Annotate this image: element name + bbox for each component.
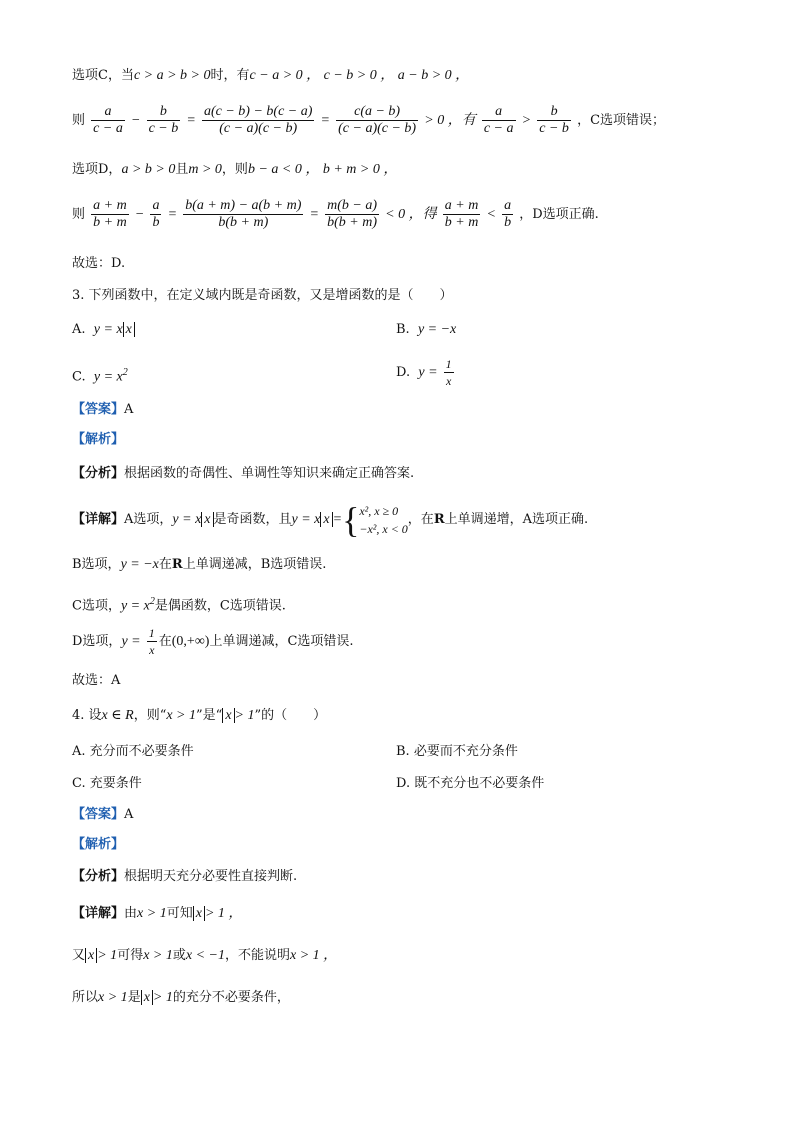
numerator: a + m: [93, 198, 127, 213]
text: B选项，: [72, 557, 121, 572]
math: c > a > b > 0: [133, 68, 211, 83]
analysis-tag: 【解析】: [72, 837, 125, 852]
numerator: a + m: [444, 198, 479, 213]
denominator: c − a: [93, 121, 123, 136]
fraction: [443, 198, 481, 231]
math: x > 1: [143, 948, 173, 963]
numerator: a: [504, 198, 512, 213]
text-line: [72, 946, 337, 966]
answer-value: A: [124, 807, 134, 822]
text: 在: [158, 634, 172, 649]
numerator: a(c − b) − b(c − a): [203, 104, 313, 119]
math-interval: (0,+∞): [171, 634, 210, 649]
option-b: B. 必要而不充分条件: [396, 744, 518, 759]
math: =: [167, 207, 178, 222]
detail-label: 【详解】: [72, 512, 125, 527]
answer-4: [72, 805, 133, 825]
question-3-stem: 3. 下列函数中，在定义域内既是奇函数，又是增函数的是（ ）: [72, 288, 453, 303]
conclusion: 故选：A: [72, 673, 121, 688]
text: 上单调递减，B选项错误.: [182, 557, 327, 572]
text-line: [72, 198, 599, 231]
text: 或: [172, 948, 186, 963]
math: > 1 ，: [204, 906, 243, 921]
detail-label: 【详解】: [72, 906, 125, 921]
math-set: R: [171, 557, 183, 572]
math: y =: [418, 365, 438, 380]
fraction: [91, 198, 129, 231]
text: ，则: [221, 162, 248, 177]
math: y =: [121, 634, 141, 649]
text: 则: [72, 207, 86, 222]
numerator: b(a + m) − a(b + m): [185, 198, 302, 213]
text: ，在: [407, 512, 434, 527]
denominator: b: [152, 215, 160, 230]
math-abs: x: [123, 322, 135, 337]
numerator: 1: [148, 626, 155, 640]
fraction: [147, 104, 181, 137]
math: a > b > 0: [121, 162, 176, 177]
math: =: [320, 113, 330, 128]
analysis-label: 【分析】: [72, 869, 125, 884]
text: 在: [158, 557, 172, 572]
text: A选项，: [124, 512, 173, 527]
numerator: 1: [445, 357, 452, 371]
math: m > 0: [188, 162, 222, 177]
math: =: [309, 207, 319, 222]
text-line: [72, 66, 469, 86]
fraction: [183, 198, 303, 231]
denominator: b: [504, 215, 512, 230]
fraction: [537, 104, 571, 137]
option-label: B.: [396, 322, 410, 337]
numerator: c(a − b): [336, 104, 418, 121]
math: >: [521, 113, 532, 128]
text: 又: [72, 948, 86, 963]
math: x > 1 ，: [290, 948, 338, 963]
text: 是: [127, 990, 141, 1005]
fraction: [325, 198, 379, 231]
text: ”是“: [196, 708, 223, 723]
option-d: D. 既不充分也不必要条件: [396, 776, 545, 791]
denominator: b + m: [444, 215, 479, 230]
denominator: b(b + m): [327, 215, 378, 230]
analysis-label: 【分析】: [72, 466, 125, 481]
answer-3: [72, 400, 133, 420]
analysis-3: [72, 464, 414, 484]
math-set: R: [433, 512, 445, 527]
fraction: [202, 104, 314, 137]
text: 且: [175, 162, 189, 177]
text: 根据明天充分必要性直接判断.: [124, 869, 298, 884]
denominator: x: [149, 643, 155, 657]
math: =: [186, 113, 196, 128]
denominator: c − b: [539, 121, 569, 136]
detail-b: [72, 555, 326, 575]
option-d: [396, 356, 456, 389]
denominator: (c − a)(c − b): [219, 121, 298, 136]
text-line: [72, 160, 397, 180]
piecewise: [359, 502, 407, 538]
math: y = x: [93, 322, 123, 337]
math-abs: x: [222, 708, 234, 723]
math: =: [332, 512, 343, 527]
math: y = x: [291, 512, 321, 527]
math: > 1: [234, 708, 255, 723]
math: −: [134, 207, 145, 222]
text: C选项，: [72, 598, 121, 614]
superscript: 2: [122, 367, 128, 378]
math: c − a > 0 ， c − b > 0 ， a − b > 0 ，: [249, 68, 470, 83]
question-4-stem: [72, 706, 326, 726]
math: <: [486, 207, 496, 222]
fraction: [147, 625, 157, 658]
math: < 0 ，得: [385, 207, 437, 222]
text: 是偶函数，C选项错误.: [154, 598, 286, 614]
math: x > 1: [137, 906, 167, 921]
text: 上单调递增，A选项正确.: [444, 512, 589, 527]
case-2: −x², x < 0: [359, 521, 408, 536]
numerator: b: [147, 104, 181, 121]
text: 选项D，: [72, 162, 122, 177]
math: b − a < 0 ， b + m > 0 ，: [247, 162, 398, 177]
math-abs: x: [193, 906, 205, 921]
option-b: [396, 320, 456, 340]
fraction: [336, 104, 418, 137]
analysis-tag: 【解析】: [72, 432, 125, 447]
detail-d: [72, 624, 354, 660]
math: y = x: [93, 369, 123, 385]
text: 时，有: [210, 68, 250, 83]
text: ，则“: [133, 708, 167, 723]
denominator: (c − a)(c − b): [338, 121, 417, 136]
text: 是奇函数，且: [213, 512, 292, 527]
math-abs: x: [320, 512, 332, 527]
text: 则: [72, 113, 86, 128]
text: 所以: [72, 990, 99, 1005]
math: > 1: [97, 948, 118, 963]
text: 根据函数的奇偶性、单调性等知识来确定正确答案.: [124, 466, 415, 481]
text: D选项，: [72, 634, 122, 649]
text: 4. 设: [72, 708, 102, 723]
denominator: c − a: [483, 121, 514, 136]
option-a: [72, 320, 135, 340]
numerator: a: [482, 104, 516, 121]
text: 上单调递减，C选项错误.: [209, 634, 354, 649]
fraction: [91, 104, 125, 137]
math: y = x: [120, 598, 150, 614]
option-label: A.: [72, 322, 86, 337]
math: x < −1: [185, 948, 225, 963]
fraction: [444, 356, 454, 389]
math: > 0 ，有: [424, 113, 476, 128]
denominator: b + m: [93, 215, 127, 230]
numerator: m(b − a): [327, 198, 378, 213]
text: 的充分不必要条件，: [172, 990, 290, 1005]
conclusion: 故选：D.: [72, 256, 126, 271]
text-line: [72, 988, 290, 1008]
denominator: b(b + m): [218, 215, 269, 230]
denominator: c − b: [148, 121, 179, 136]
math: y = −x: [120, 557, 159, 572]
fraction: [502, 198, 513, 231]
text: 由: [124, 906, 138, 921]
option-label: C.: [72, 369, 86, 385]
brace: {: [342, 499, 360, 540]
answer-tag: 【答案】: [72, 807, 125, 822]
option-label: D.: [396, 365, 411, 380]
answer-value: A: [124, 402, 134, 417]
text: 可得: [117, 948, 144, 963]
math: x > 1: [166, 708, 197, 723]
text: 可知: [166, 906, 193, 921]
text: ，不能说明: [225, 948, 291, 963]
math-abs: x: [141, 990, 153, 1005]
numerator: b: [537, 104, 571, 121]
math: > 1: [152, 990, 173, 1005]
math: −: [130, 113, 141, 128]
answer-tag: 【答案】: [72, 402, 125, 417]
text: ”的（ ）: [254, 708, 327, 723]
denominator: x: [446, 374, 452, 388]
math: x > 1: [98, 990, 128, 1005]
math-abs: x: [201, 512, 213, 527]
option-c: [72, 363, 128, 387]
detail-4: [72, 904, 242, 924]
text-line: [72, 104, 665, 137]
detail-c: [72, 592, 286, 616]
superscript: 2: [149, 596, 155, 607]
case-1: x², x ≥ 0: [359, 503, 399, 518]
text: 选项C，当: [72, 68, 134, 83]
math-abs: x: [85, 948, 97, 963]
detail-3: [72, 498, 588, 542]
math: y = x: [172, 512, 202, 527]
option-a: A. 充分而不必要条件: [72, 744, 194, 759]
math: x ∈ R: [101, 708, 134, 723]
fraction: [150, 198, 161, 231]
math: y = −x: [417, 322, 457, 337]
text: ，D选项正确.: [519, 207, 599, 222]
analysis-4: [72, 867, 297, 887]
option-c: C. 充要条件: [72, 776, 142, 791]
fraction: [482, 104, 516, 137]
numerator: a: [91, 104, 125, 121]
text: ，C选项错误；: [577, 113, 666, 128]
numerator: a: [152, 198, 160, 213]
